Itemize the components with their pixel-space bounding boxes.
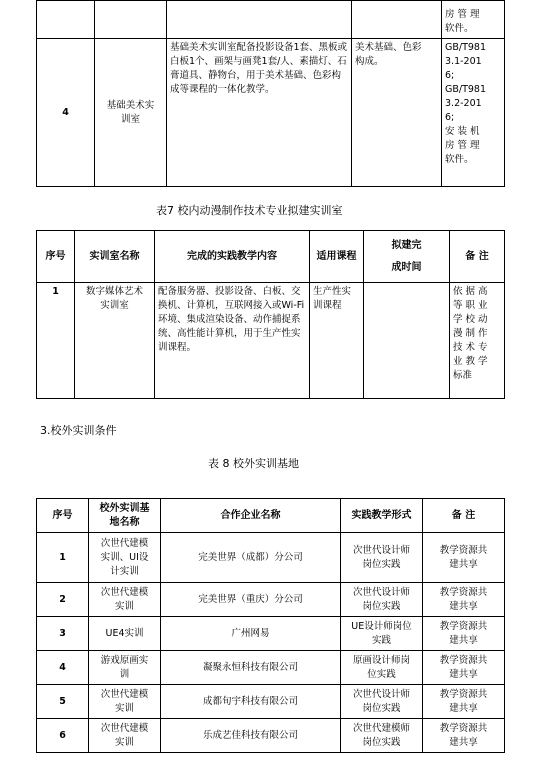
table-cell-content: 配备服务器、投影设备、白板、交换机、计算机，互联网接入或Wi-Fi环境、集成渲染设备、动作捕捉系统、高性能计算机，用于生产性实训课程。	[155, 283, 310, 399]
table-cell-no: 1	[37, 283, 75, 399]
table7-caption: 表7 校内动漫制作技术专业拟建实训室	[156, 204, 343, 217]
header-cell: 序号	[37, 499, 89, 533]
table-header-row	[37, 231, 505, 283]
header-cell: 适用课程	[310, 231, 364, 283]
table-cell-courses: 美术基础、色彩 构成。	[352, 39, 442, 187]
table6-partial	[36, 0, 505, 187]
table-cell-note: 依 据 高 等 职 业 学 校 动 漫 制 作 技 术 专 业 教 学 标准	[450, 283, 505, 399]
table-row: 1 次世代建模 实训、UI设 计实训 完美世界（成都）分公司 次世代设计师 岗位实践 教学资源共 建共享	[37, 533, 505, 583]
header-cell: 校外实训基 地名称	[89, 499, 161, 533]
header-cell: 备 注	[423, 499, 505, 533]
table-row	[37, 39, 505, 187]
table-cell: 房 管 理 软件。	[442, 1, 505, 39]
table-cell-no: 4	[37, 39, 95, 187]
header-cell: 备 注	[450, 231, 505, 283]
table7	[36, 230, 505, 399]
table-row: 3 UE4实训 广州网易 UE设计师岗位 实践 教学资源共 建共享	[37, 617, 505, 651]
table-row: 4 游戏原画实 训 凝聚永恒科技有限公司 原画设计师岗 位实践 教学资源共 建共享	[37, 651, 505, 685]
table-row: 6 次世代建模 实训 乐成艺佳科技有限公司 次世代建模师 岗位实践 教学资源共 建共享	[37, 719, 505, 753]
table-cell-name: 数字媒体艺术 实训室	[75, 283, 155, 399]
header-cell: 拟建完 成时间	[364, 231, 450, 283]
header-cell: 完成的实践教学内容	[155, 231, 310, 283]
table-row: 2 次世代建模 实训 完美世界（重庆）分公司 次世代设计师 岗位实践 教学资源共 建共享	[37, 583, 505, 617]
table-cell-time	[364, 283, 450, 399]
table-row	[37, 1, 505, 39]
table-cell-name: 基础美术实 训室	[95, 39, 167, 187]
table-cell-courses: 生产性实 训课程	[310, 283, 364, 399]
section-title: 3.校外实训条件	[40, 424, 117, 437]
header-cell: 序号	[37, 231, 75, 283]
table-header-row	[37, 499, 505, 533]
table-cell-standards: GB/T981 3.1-201 6; GB/T981 3.2-201 6; 安 装 机 房 管 理 软件。	[442, 39, 505, 187]
table8	[36, 498, 505, 753]
table-row: 5 次世代建模 实训 成都旬宇科技有限公司 次世代设计师 岗位实践 教学资源共 建共享	[37, 685, 505, 719]
header-cell: 实践教学形式	[341, 499, 423, 533]
header-cell: 合作企业名称	[161, 499, 341, 533]
table-row	[37, 283, 505, 399]
header-cell: 实训室名称	[75, 231, 155, 283]
table-cell-content: 基础美术实训室配备投影设备1套、黑板或白板1个、画架与画凳1套/人、素描灯、石膏道具、静物台，用于美术基础、色彩构成等课程的一体化教学。	[167, 39, 352, 187]
table8-caption: 表 8 校外实训基地	[208, 457, 299, 470]
